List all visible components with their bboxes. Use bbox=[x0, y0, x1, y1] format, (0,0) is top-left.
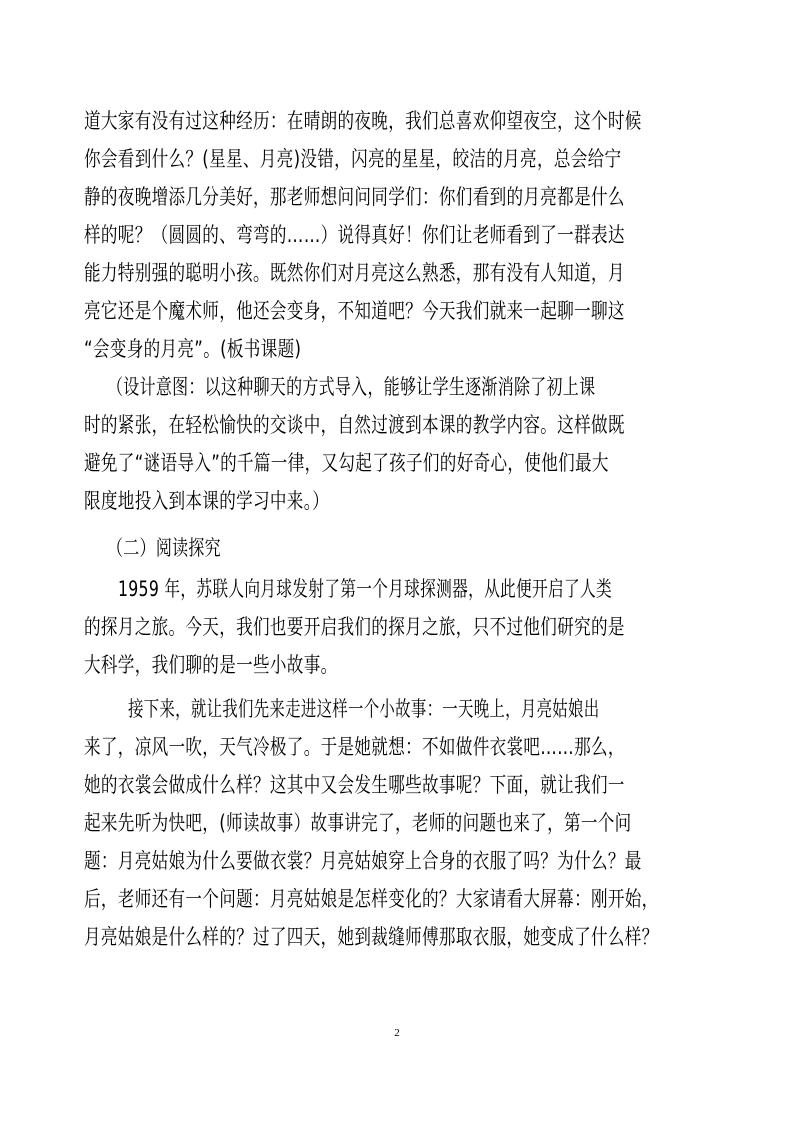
paragraph-line: 亮它还是个魔术师，他还会变身，不知道吧？今天我们就来一起聊一聊这 bbox=[84, 299, 625, 323]
paragraph-line: “会变身的月亮”。(板书课题) bbox=[84, 337, 302, 361]
paragraph-line: 月亮姑娘是什么样的？过了四天，她到裁缝师傅那取衣服，她变成了什么样？ bbox=[84, 925, 659, 949]
paragraph-line: 的探月之旅。今天，我们也要开启我们的探月之旅，只不过他们研究的是 bbox=[84, 615, 625, 639]
paragraph-line: 接下来，就让我们先来走进这样一个小故事：一天晚上，月亮姑娘出 bbox=[128, 697, 600, 721]
section-heading: （二）阅读探究 bbox=[107, 536, 221, 560]
paragraph-line: 限度地投入到本课的学习中来。） bbox=[84, 489, 330, 513]
paragraph-line: （设计意图：以这种聊天的方式导入，能够让学生逐渐消除了初上课 bbox=[107, 375, 596, 399]
paragraph-line: 道大家有没有过这种经历：在晴朗的夜晚，我们总喜欢仰望夜空，这个时候 bbox=[84, 109, 642, 133]
page-number: 2 bbox=[394, 1027, 400, 1039]
paragraph-line: 静的夜晚增添几分美好，那老师想问问同学们：你们看到的月亮都是什么 bbox=[84, 185, 625, 209]
paragraph-line: 能力特别强的聪明小孩。既然你们对月亮这么熟悉，那有没有人知道，月 bbox=[84, 261, 625, 285]
paragraph-line: 后，老师还有一个问题：月亮姑娘是怎样变化的？大家请看大屏幕：刚开始， bbox=[84, 887, 659, 911]
paragraph-line: 大科学，我们聊的是一些小故事。 bbox=[84, 653, 338, 677]
paragraph-line: 你会看到什么？(星星、月亮)没错，闪亮的星星，皎洁的月亮，总会给宁 bbox=[84, 147, 622, 171]
paragraph-line: 题：月亮姑娘为什么要做衣裳？月亮姑娘穿上合身的衣服了吗？为什么？最 bbox=[84, 849, 642, 873]
paragraph-line: 避免了“谜语导入”的千篇一律，又勾起了孩子们的好奇心，使他们最大 bbox=[84, 451, 609, 475]
paragraph-line: 她的衣裳会做成什么样？这其中又会发生哪些故事呢？下面，就让我们一 bbox=[84, 773, 625, 797]
paragraph-line: 来了，凉风一吹，天气冷极了。于是她就想：不如做件衣裳吧……那么， bbox=[84, 735, 625, 759]
paragraph-line: 1959 年，苏联人向月球发射了第一个月球探测器，从此便开启了人类 bbox=[118, 577, 612, 601]
paragraph-line: 时的紧张，在轻松愉快的交谈中，自然过渡到本课的教学内容。这样做既 bbox=[84, 413, 625, 437]
paragraph-line: 起来先听为快吧，(师读故事）故事讲完了，老师的问题也来了，第一个问 bbox=[84, 811, 632, 835]
paragraph-line: 样的呢？（圆圆的、弯弯的……）说得真好！你们让老师看到了一群表达 bbox=[84, 223, 625, 247]
